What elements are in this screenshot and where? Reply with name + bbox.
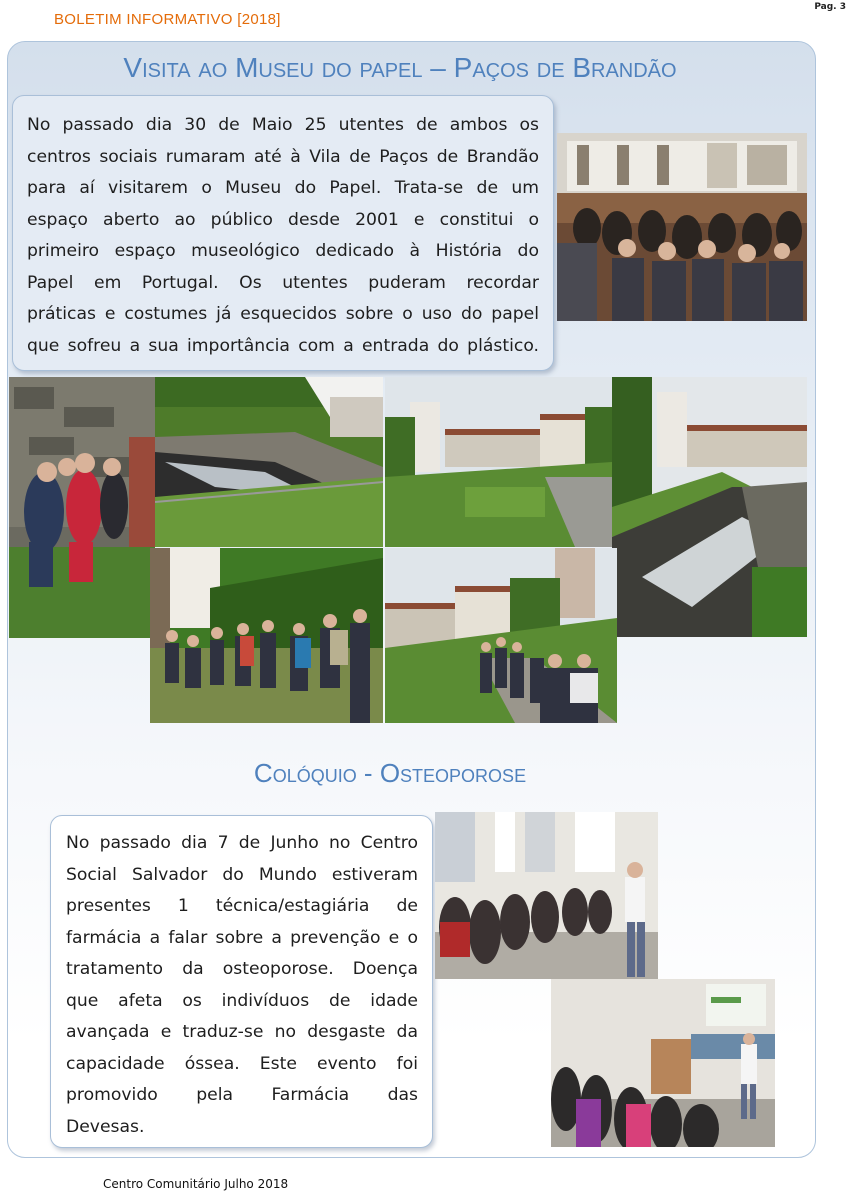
colloquium-audience-photo (435, 812, 658, 979)
colloquium-line: Devesas. (66, 1116, 145, 1137)
group-garden-photo (9, 377, 155, 638)
museum-line: No passado dia 30 de Maio 25 utentes de ambos os (27, 115, 539, 135)
colloquium-line: promovido pela Farmácia das (66, 1085, 418, 1105)
museum-line: que sofreu a sua importância com a entrada do plástico. (27, 335, 539, 356)
museum-line: práticas e costumes já esquecidos sobre o uso do papel (27, 304, 539, 324)
newsletter-header: BOLETIM INFORMATIVO [2018] (54, 11, 281, 28)
museum-line: Papel em Portugal. Os utentes puderam recordar (27, 272, 539, 293)
colloquium-line: Social Salvador do Mundo estiveram (66, 864, 418, 885)
stream-bridge-photo (155, 377, 383, 547)
article-title-museum: Visita ao Museu do papel – Paços de Brandão (123, 52, 677, 83)
colloquium-line: capacidade óssea. Este evento foi (66, 1053, 418, 1074)
museum-buildings-photo (385, 377, 612, 547)
colloquium-text-box (50, 815, 433, 1148)
colloquium-presentation-photo (551, 979, 775, 1147)
page-number: Pag. 3 (814, 2, 846, 12)
colloquium-line: farmácia a falar sobre a prevenção e o (66, 927, 418, 948)
river-rapids-photo (612, 377, 807, 637)
colloquium-line: No passado dia 7 de Junho no Centro (66, 833, 418, 853)
museum-line: centros sociais rumaram até à Vila de Paços de Brandão (27, 146, 539, 167)
article-title-colloquium: Colóquio - Osteoporose (253, 758, 527, 788)
colloquium-line: que afeta os indivíduos de idade (66, 990, 418, 1011)
colloquium-line: presentes 1 técnica/estagiária de (66, 896, 418, 916)
group-walking-photo (385, 548, 617, 723)
colloquium-line: avançada e traduz-se no desgaste da (66, 1022, 418, 1042)
group-by-hedge-photo (150, 548, 383, 723)
colloquium-line: tratamento da osteoporose. Doença (66, 959, 418, 979)
museum-text-box (12, 95, 554, 371)
footer-text: Centro Comunitário Julho 2018 (103, 1177, 289, 1191)
museum-line: primeiro espaço museológico dedicado à História do (27, 241, 539, 261)
museum-line: para aí visitarem o Museu do Papel. Trata-se de um (27, 178, 539, 198)
museum-line: espaço aberto ao público desde 2001 e constitui o (27, 209, 539, 230)
museum-interior-photo (557, 133, 807, 321)
